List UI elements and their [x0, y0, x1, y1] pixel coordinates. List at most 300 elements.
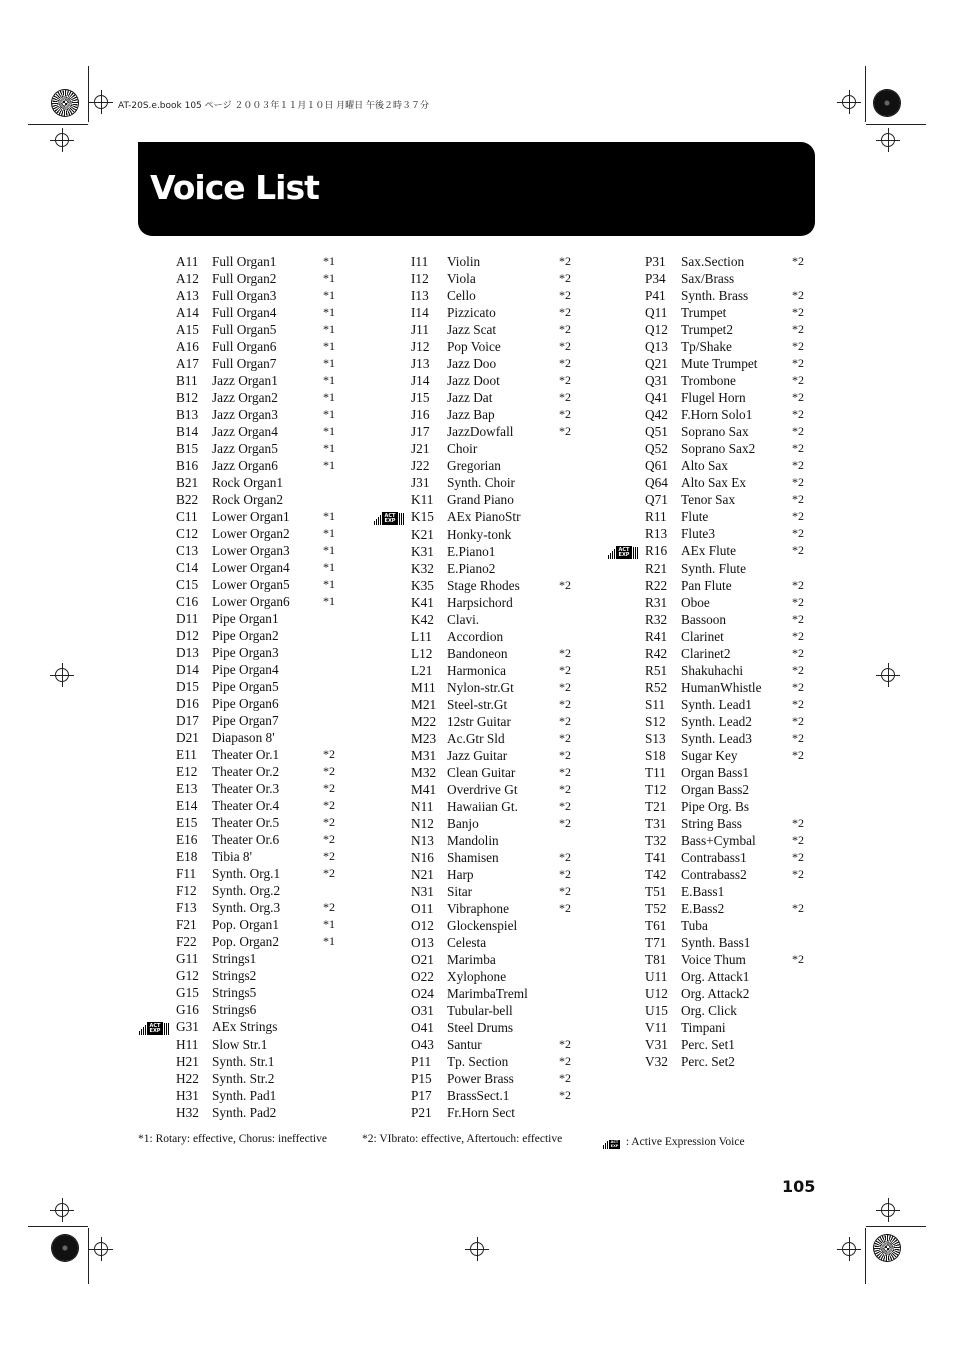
voice-name: Voice Thum [681, 952, 746, 967]
voice-code: M21 [411, 697, 437, 712]
voice-name: Theater Or.3 [212, 781, 280, 796]
voice-name: Lower Organ2 [212, 526, 290, 541]
voice-name: Tp/Shake [681, 339, 732, 354]
voice-note: *1 [323, 356, 335, 370]
registration-mark-icon [881, 668, 895, 682]
voice-name: Lower Organ1 [212, 509, 290, 524]
voice-note: *2 [559, 714, 571, 728]
voice-note: *1 [323, 458, 335, 472]
voice-code: D15 [176, 679, 199, 694]
voice-note: *2 [792, 509, 804, 523]
voice-code: B14 [176, 424, 199, 439]
voice-note: *2 [792, 441, 804, 455]
voice-name: MarimbaTreml [447, 986, 528, 1001]
voice-code: I13 [411, 288, 429, 303]
voice-name: Mandolin [447, 833, 499, 848]
voice-code: O22 [411, 969, 434, 984]
voice-code: O21 [411, 952, 434, 967]
voice-name: Pipe Organ2 [212, 628, 279, 643]
voice-name: Pipe Organ7 [212, 713, 279, 728]
voice-name: Honky-tonk [447, 527, 512, 542]
voice-note: *2 [559, 339, 571, 353]
title-banner [138, 142, 815, 236]
voice-note: *2 [559, 322, 571, 336]
voice-name: Lower Organ6 [212, 594, 290, 609]
voice-name: Theater Or.5 [212, 815, 280, 830]
voice-note: *2 [559, 1071, 571, 1085]
voice-code: B15 [176, 441, 199, 456]
voice-code: T31 [645, 816, 667, 831]
registration-mark-icon [94, 95, 108, 109]
voice-note: *2 [559, 731, 571, 745]
crop-mark [866, 1226, 926, 1227]
voice-name: Theater Or.4 [212, 798, 280, 813]
voice-name: Jazz Organ1 [212, 373, 278, 388]
voice-note: *2 [559, 850, 571, 864]
voice-code: M11 [411, 680, 436, 695]
voice-name: Clean Guitar [447, 765, 516, 780]
voice-code: T41 [645, 850, 667, 865]
voice-code: C15 [176, 577, 199, 592]
voice-name: Pipe Organ6 [212, 696, 279, 711]
voice-name: 12str Guitar [447, 714, 511, 729]
voice-name: AEx Flute [681, 543, 737, 558]
voice-note: *2 [792, 595, 804, 609]
voice-name: BrassSect.1 [447, 1088, 510, 1103]
voice-note: *1 [323, 577, 335, 591]
voice-name: Alto Sax Ex [681, 475, 747, 490]
voice-code: A17 [176, 356, 199, 371]
voice-code: T81 [645, 952, 667, 967]
voice-name: Tp. Section [447, 1054, 509, 1069]
voice-name: Pipe Org. Bs [681, 799, 750, 814]
voice-note: *2 [323, 747, 335, 761]
voice-name: Oboe [681, 595, 710, 610]
voice-note: *1 [323, 934, 335, 948]
voice-name: Full Organ3 [212, 288, 277, 303]
voice-code: T12 [645, 782, 667, 797]
voice-name: Lower Organ4 [212, 560, 290, 575]
voice-code: P31 [645, 254, 666, 269]
voice-code: D17 [176, 713, 199, 728]
voice-code: N16 [411, 850, 434, 865]
registration-mark-icon [881, 1203, 895, 1217]
voice-name: Banjo [447, 816, 479, 831]
voice-name: Jazz Organ2 [212, 390, 278, 405]
voice-code: T71 [645, 935, 667, 950]
voice-name: Full Organ6 [212, 339, 277, 354]
voice-name: Synth. Choir [447, 475, 515, 490]
voice-code: M41 [411, 782, 437, 797]
voice-code: N31 [411, 884, 434, 899]
voice-name: Sax.Section [681, 254, 745, 269]
voice-name: Synth. Org.1 [212, 866, 281, 881]
legend-label: : Active Expression Voice [625, 1136, 745, 1148]
voice-name: E.Piano2 [447, 561, 496, 576]
voice-note: *2 [559, 356, 571, 370]
voice-code: P17 [411, 1088, 432, 1103]
voice-name: Tenor Sax [681, 492, 736, 507]
voice-code: R52 [645, 680, 668, 695]
voice-name: Org. Attack1 [681, 969, 750, 984]
voice-code: J16 [411, 407, 430, 422]
voice-name: Synth. Flute [681, 561, 747, 576]
voice-code: B12 [176, 390, 199, 405]
voice-name: Lower Organ5 [212, 577, 290, 592]
voice-name: Rock Organ1 [212, 475, 284, 490]
voice-code: F21 [176, 917, 197, 932]
voice-note: *2 [792, 390, 804, 404]
voice-name: Flute [681, 509, 709, 524]
voice-name: Full Organ7 [212, 356, 277, 371]
voice-note: *2 [792, 714, 804, 728]
voice-note: *1 [323, 917, 335, 931]
voice-code: C14 [176, 560, 199, 575]
voice-note: *2 [559, 782, 571, 796]
voice-code: T42 [645, 867, 667, 882]
voice-code: S18 [645, 748, 666, 763]
voice-name: Soprano Sax [681, 424, 749, 439]
voice-name: F.Horn Solo1 [681, 407, 753, 422]
voice-name: Pipe Organ5 [212, 679, 279, 694]
voice-name: Contrabass1 [681, 850, 747, 865]
voice-code: T61 [645, 918, 667, 933]
voice-note: *2 [792, 305, 804, 319]
voice-note: *1 [323, 271, 335, 285]
voice-code: G31 [176, 1019, 199, 1034]
voice-name: Synth. Pad2 [212, 1105, 277, 1120]
voice-name: Gregorian [447, 458, 501, 473]
voice-name: Cello [447, 288, 476, 303]
voice-name: Strings2 [212, 968, 257, 983]
voice-code: U11 [645, 969, 668, 984]
registration-mark-icon [55, 668, 69, 682]
color-target-icon [874, 1235, 900, 1261]
color-target-icon [874, 90, 900, 116]
voice-note: *2 [792, 612, 804, 626]
voice-code: F12 [176, 883, 197, 898]
voice-name: String Bass [681, 816, 742, 831]
voice-code: E14 [176, 798, 198, 813]
voice-code: Q61 [645, 458, 668, 473]
voice-name: Organ Bass1 [681, 765, 750, 780]
voice-note: *2 [792, 339, 804, 353]
voice-name: Steel Drums [447, 1020, 514, 1035]
voice-code: R22 [645, 578, 668, 593]
voice-name: Theater Or.6 [212, 832, 280, 847]
voice-note: *2 [792, 492, 804, 506]
footnote-vibrato: *2: VIbrato: effective, Aftertouch: effective [362, 1133, 563, 1145]
voice-code: P34 [645, 271, 666, 286]
voice-code: F11 [176, 866, 197, 881]
voice-note: *2 [792, 356, 804, 370]
voice-name: Shamisen [447, 850, 499, 865]
voice-code: O12 [411, 918, 434, 933]
voice-name: Diapason 8' [212, 730, 275, 745]
voice-name: Shakuhachi [681, 663, 744, 678]
voice-name: Timpani [681, 1020, 726, 1035]
voice-code: T32 [645, 833, 667, 848]
voice-name: Pop. Organ2 [212, 934, 279, 949]
voice-note: *2 [792, 867, 804, 881]
voice-note: *2 [792, 680, 804, 694]
voice-code: Q41 [645, 390, 668, 405]
voice-note: *2 [792, 254, 804, 268]
voice-code: B13 [176, 407, 199, 422]
voice-code: N11 [411, 799, 434, 814]
voice-note: *2 [559, 271, 571, 285]
voice-code: K41 [411, 595, 434, 610]
voice-note: *1 [323, 339, 335, 353]
crop-mark [865, 1228, 866, 1284]
voice-note: *2 [792, 646, 804, 660]
active-expression-icon: ACT EXP [603, 1137, 623, 1149]
voice-code: D16 [176, 696, 199, 711]
voice-code: R41 [645, 629, 668, 644]
voice-code: C11 [176, 509, 198, 524]
voice-note: *2 [323, 849, 335, 863]
voice-name: Viola [447, 271, 476, 286]
voice-code: T21 [645, 799, 667, 814]
voice-note: *2 [559, 254, 571, 268]
voice-code: R11 [645, 509, 667, 524]
voice-code: S11 [645, 697, 666, 712]
voice-note: *1 [323, 526, 335, 540]
crop-mark [28, 124, 88, 125]
voice-note: *2 [559, 646, 571, 660]
voice-note: *1 [323, 543, 335, 557]
voice-name: Full Organ4 [212, 305, 277, 320]
voice-name: Full Organ1 [212, 254, 277, 269]
voice-name: Jazz Scat [447, 322, 497, 337]
crop-mark [88, 1228, 89, 1284]
voice-note: *2 [792, 697, 804, 711]
voice-note: *1 [323, 254, 335, 268]
active-expression-icon: ACT EXP [608, 543, 638, 559]
voice-name: Org. Click [681, 1003, 737, 1018]
voice-name: Clarinet2 [681, 646, 731, 661]
voice-name: Pan Flute [681, 578, 732, 593]
voice-note: *2 [559, 373, 571, 387]
voice-note: *2 [792, 407, 804, 421]
crop-mark [88, 66, 89, 122]
voice-code: R42 [645, 646, 668, 661]
voice-name: Pizzicato [447, 305, 496, 320]
voice-name: Harmonica [447, 663, 507, 678]
voice-name: Accordion [447, 629, 504, 644]
voice-code: J13 [411, 356, 430, 371]
voice-note: *2 [323, 900, 335, 914]
voice-name: Pipe Organ1 [212, 611, 279, 626]
voice-name: Perc. Set1 [681, 1037, 735, 1052]
voice-code: A12 [176, 271, 199, 286]
voice-name: Choir [447, 441, 478, 456]
voice-name: Tuba [681, 918, 708, 933]
voice-code: E15 [176, 815, 198, 830]
footnote-rotary: *1: Rotary: effective, Chorus: ineffective [138, 1133, 327, 1145]
voice-note: *2 [559, 884, 571, 898]
voice-code: C12 [176, 526, 199, 541]
voice-name: Synth. Lead2 [681, 714, 752, 729]
voice-note: *2 [792, 475, 804, 489]
voice-code: K11 [411, 492, 434, 507]
voice-note: *2 [792, 424, 804, 438]
voice-note: *2 [559, 1088, 571, 1102]
voice-name: Pop Voice [447, 339, 501, 354]
voice-code: Q31 [645, 373, 668, 388]
voice-name: Perc. Set2 [681, 1054, 735, 1069]
voice-code: F13 [176, 900, 197, 915]
voice-code: Q64 [645, 475, 668, 490]
voice-code: K15 [411, 509, 434, 524]
voice-name: Harpsichord [447, 595, 513, 610]
voice-note: *2 [559, 305, 571, 319]
voice-code: R51 [645, 663, 668, 678]
voice-code: B22 [176, 492, 199, 507]
voice-code: O41 [411, 1020, 434, 1035]
voice-name: Jazz Organ4 [212, 424, 278, 439]
registration-mark-icon [881, 133, 895, 147]
voice-name: Organ Bass2 [681, 782, 750, 797]
voice-code: N12 [411, 816, 434, 831]
voice-note: *2 [792, 901, 804, 915]
voice-name: Slow Str.1 [212, 1037, 268, 1052]
voice-name: Pipe Organ3 [212, 645, 279, 660]
voice-code: M32 [411, 765, 437, 780]
voice-code: E16 [176, 832, 198, 847]
voice-note: *1 [323, 305, 335, 319]
voice-code: H22 [176, 1071, 199, 1086]
voice-name: Theater Or.1 [212, 747, 280, 762]
voice-note: *1 [323, 560, 335, 574]
voice-note: *2 [559, 390, 571, 404]
voice-note: *1 [323, 322, 335, 336]
voice-code: L21 [411, 663, 433, 678]
voice-name: HumanWhistle [681, 680, 762, 695]
voice-code: B21 [176, 475, 199, 490]
voice-name: Synth. Org.3 [212, 900, 281, 915]
voice-name: Trombone [681, 373, 736, 388]
voice-code: E18 [176, 849, 198, 864]
voice-code: C16 [176, 594, 199, 609]
voice-name: Flugel Horn [681, 390, 746, 405]
voice-note: *2 [559, 816, 571, 830]
voice-code: T52 [645, 901, 667, 916]
voice-code: G15 [176, 985, 199, 1000]
voice-note: *2 [792, 663, 804, 677]
voice-code: Q12 [645, 322, 668, 337]
voice-code: R31 [645, 595, 668, 610]
voice-note: *2 [323, 798, 335, 812]
voice-code: J21 [411, 441, 430, 456]
voice-note: *1 [323, 373, 335, 387]
voice-name: Sax/Brass [681, 271, 735, 286]
voice-name: AEx Strings [212, 1019, 278, 1034]
voice-name: Overdrive Gt [447, 782, 518, 797]
voice-note: *2 [559, 424, 571, 438]
voice-code: G12 [176, 968, 199, 983]
voice-code: Q52 [645, 441, 668, 456]
voice-name: Sugar Key [681, 748, 738, 763]
voice-note: *2 [559, 1054, 571, 1068]
voice-code: O43 [411, 1037, 434, 1052]
voice-code: R13 [645, 526, 668, 541]
file-header: AT-20S.e.book 105 ページ ２００３年１１月１０日 月曜日 午後２時３７分 [118, 101, 430, 111]
voice-code: L12 [411, 646, 433, 661]
voice-code: D14 [176, 662, 199, 677]
voice-code: N21 [411, 867, 434, 882]
voice-note: *1 [323, 288, 335, 302]
voice-code: O13 [411, 935, 434, 950]
voice-note: *2 [559, 407, 571, 421]
voice-code: M22 [411, 714, 437, 729]
voice-code: E12 [176, 764, 198, 779]
voice-name: Jazz Dat [447, 390, 493, 405]
voice-note: *2 [323, 764, 335, 778]
voice-note: *2 [559, 578, 571, 592]
voice-name: Jazz Organ3 [212, 407, 278, 422]
voice-name: JazzDowfall [447, 424, 514, 439]
voice-code: Q13 [645, 339, 668, 354]
voice-name: Rock Organ2 [212, 492, 284, 507]
voice-note: *2 [792, 629, 804, 643]
voice-note: *2 [792, 373, 804, 387]
voice-note: *2 [792, 952, 804, 966]
voice-name: Synth. Str.2 [212, 1071, 275, 1086]
voice-name: Synth. Bass1 [681, 935, 751, 950]
voice-code: R32 [645, 612, 668, 627]
legend [603, 1133, 745, 1148]
voice-code: O24 [411, 986, 434, 1001]
voice-note: *1 [323, 509, 335, 523]
voice-name: Synth. Brass [681, 288, 749, 303]
crop-mark [865, 66, 866, 122]
voice-name: Synth. Pad1 [212, 1088, 277, 1103]
voice-name: E.Bass1 [681, 884, 725, 899]
voice-name: Mute Trumpet [681, 356, 758, 371]
voice-note: *2 [792, 578, 804, 592]
voice-code: A13 [176, 288, 199, 303]
voice-code: I14 [411, 305, 429, 320]
voice-code: K32 [411, 561, 434, 576]
color-target-icon [52, 1235, 78, 1261]
voice-name: Lower Organ3 [212, 543, 290, 558]
voice-code: G16 [176, 1002, 199, 1017]
voice-note: *2 [559, 1037, 571, 1051]
voice-code: H32 [176, 1105, 199, 1120]
voice-code: Q71 [645, 492, 668, 507]
voice-note: *2 [323, 815, 335, 829]
voice-note: *2 [559, 288, 571, 302]
registration-mark-icon [842, 1242, 856, 1256]
voice-code: A14 [176, 305, 199, 320]
voice-name: Trumpet2 [681, 322, 733, 337]
voice-code: J17 [411, 424, 430, 439]
voice-note: *2 [559, 663, 571, 677]
voice-code: A16 [176, 339, 199, 354]
voice-code: C13 [176, 543, 199, 558]
active-expression-icon: ACT EXP [374, 509, 404, 525]
voice-code: A15 [176, 322, 199, 337]
page-number: 105 [782, 1177, 816, 1196]
voice-name: Violin [447, 254, 481, 269]
registration-mark-icon [842, 95, 856, 109]
crop-mark [866, 124, 926, 125]
voice-code: B11 [176, 373, 198, 388]
voice-name: Marimba [447, 952, 496, 967]
voice-code: M31 [411, 748, 437, 763]
voice-name: Strings1 [212, 951, 257, 966]
